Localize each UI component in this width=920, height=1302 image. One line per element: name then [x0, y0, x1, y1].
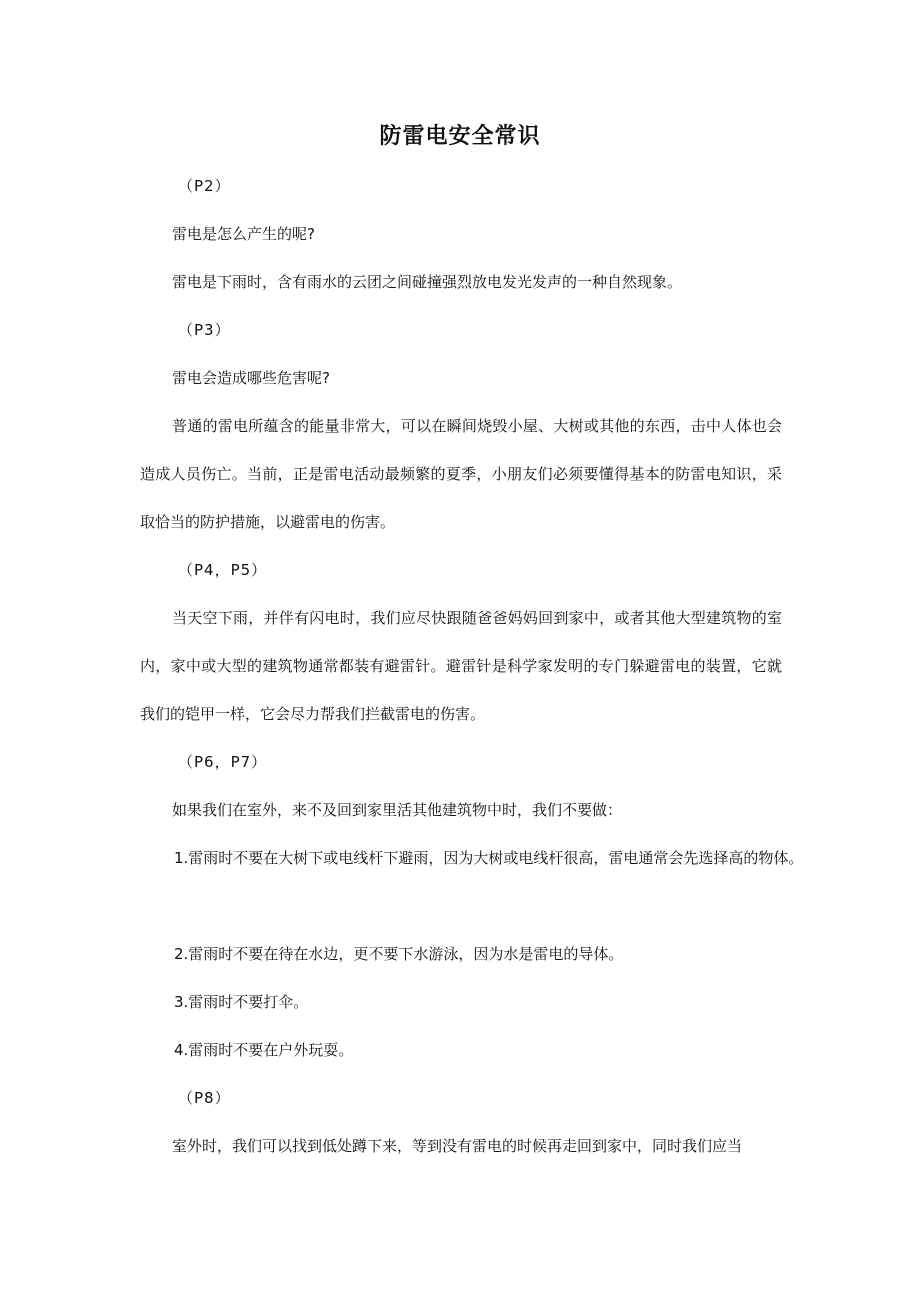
page-label-p2: （P2） [178, 177, 231, 195]
page-label-p3: （P3） [178, 321, 231, 339]
question-paragraph: 雷电是怎么产生的呢? [172, 225, 315, 243]
list-item: 3.雷雨时不要打伞。 [174, 993, 309, 1011]
document-title: 防雷电安全常识 [379, 124, 541, 149]
page-label-p6-p7: （P6，P7） [178, 753, 268, 771]
body-paragraph: 当天空下雨，并伴有闪电时，我们应尽快跟随爸爸妈妈回到家中，或者其他大型建筑物的室内，家中或大型的建筑物通常都装有避雷针。避雷针是科学家发明的专门躲避雷电的装置，它就我们的铠甲一样，它会尽力帮我们拦截雷电的伤害。 [140, 609, 782, 723]
body-paragraph: 室外时，我们可以找到低处蹲下来，等到没有雷电的时候再走回到家中，同时我们应当 [172, 1137, 743, 1155]
question-paragraph: 雷电会造成哪些危害呢? [172, 369, 330, 387]
list-item: 2.雷雨时不要在待在水边，更不要下水游泳，因为水是雷电的导体。 [174, 945, 624, 963]
list-item: 4.雷雨时不要在户外玩耍。 [174, 1041, 354, 1059]
list-item: 1.雷雨时不要在大树下或电线杆下避雨，因为大树或电线杆很高，雷电通常会先选择高的物体。 [174, 849, 804, 867]
page-label-p8: （P8） [178, 1089, 231, 1107]
body-paragraph: 如果我们在室外，来不及回到家里活其他建筑物中时，我们不要做： [172, 801, 623, 819]
body-paragraph: 普通的雷电所蕴含的能量非常大，可以在瞬间烧毁小屋、大树或其他的东西，击中人体也会造成人员伤亡。当前，正是雷电活动最频繁的夏季，小朋友们必须要懂得基本的防雷电知识，采取恰当的防护措施，以避雷电的伤害。 [140, 417, 782, 531]
answer-paragraph: 雷电是下雨时，含有雨水的云团之间碰撞强烈放电发光发声的一种自然现象。 [172, 273, 683, 291]
page-label-p4-p5: （P4，P5） [178, 561, 268, 579]
